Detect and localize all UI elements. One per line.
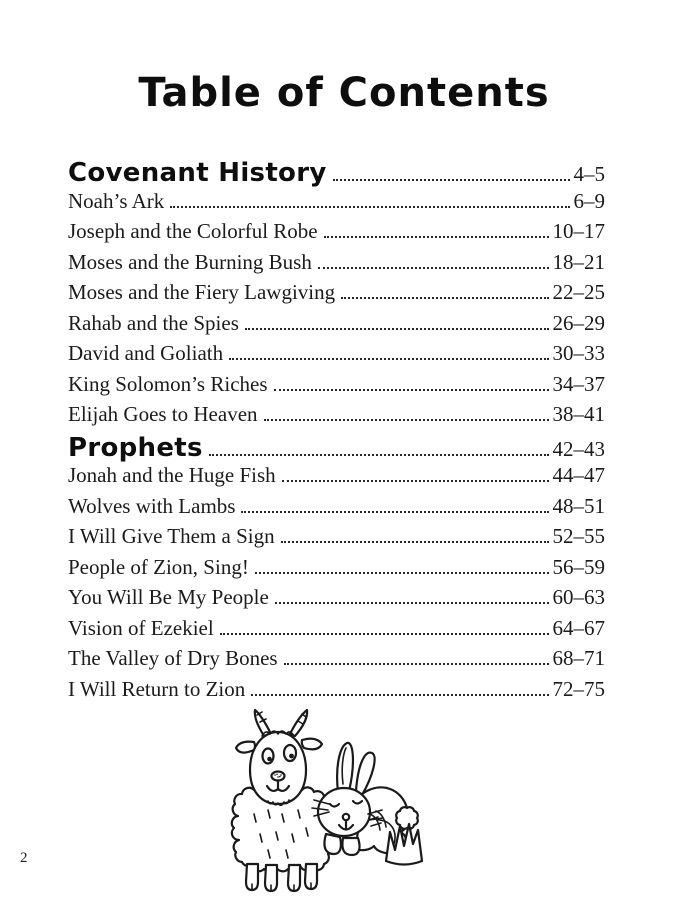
toc-entry-label: Joseph and the Colorful Robe	[68, 219, 318, 243]
toc-entry-pages: 42–43	[552, 436, 605, 461]
dot-leader	[245, 328, 549, 330]
dot-leader	[229, 358, 548, 360]
dot-leader	[275, 602, 549, 604]
toc-entry	[68, 311, 605, 342]
toc-entry	[68, 189, 605, 220]
toc-entry	[68, 433, 605, 464]
toc-entry-label: Wolves with Lambs	[68, 493, 236, 518]
toc-entry-pages: 72–75	[552, 676, 605, 701]
toc-entry-pages: 44–47	[552, 463, 605, 487]
page-number: 2	[20, 850, 28, 866]
dot-leader	[341, 297, 548, 299]
toc-entry	[68, 250, 605, 281]
toc-entry-label: Moses and the Burning Bush	[68, 249, 312, 274]
toc-entry-label: David and Goliath	[68, 341, 224, 365]
toc-entry-label: Covenant History	[68, 158, 327, 188]
toc-entry-label: Jonah and the Huge Fish	[68, 463, 276, 487]
toc-entry	[68, 219, 605, 250]
toc-entry	[68, 372, 605, 403]
toc-entry-pages: 10–17	[552, 219, 605, 243]
toc-entry-pages: 18–21	[552, 249, 605, 274]
toc-entry	[68, 555, 605, 586]
dot-leader	[333, 179, 570, 181]
dot-leader	[318, 267, 549, 269]
dot-leader	[324, 236, 549, 238]
toc-entry-pages: 34–37	[552, 371, 605, 396]
toc-entry-pages: 48–51	[552, 493, 605, 518]
toc-entry	[68, 158, 605, 189]
dot-leader	[282, 480, 549, 482]
toc-entry-label: You Will Be My People	[68, 585, 269, 609]
toc-entry-label: Noah’s Ark	[68, 188, 165, 213]
goat-and-rabbit-illustration	[210, 698, 462, 898]
toc-entry-label: Rahab and the Spies	[68, 310, 239, 335]
dot-leader	[251, 694, 548, 696]
toc-entry-pages: 68–71	[552, 646, 605, 670]
toc-entry	[68, 616, 605, 647]
toc-entry-pages: 22–25	[552, 280, 605, 304]
toc-entry-label: I Will Give Them a Sign	[68, 524, 275, 548]
toc-entry-label: Elijah Goes to Heaven	[68, 402, 258, 426]
toc-entry-pages: 56–59	[552, 554, 605, 579]
toc-entry-label: Moses and the Fiery Lawgiving	[68, 280, 336, 304]
toc-entry	[68, 524, 605, 555]
toc-entry	[68, 463, 605, 494]
toc-entry	[68, 646, 605, 677]
dot-leader	[255, 572, 549, 574]
toc-entry-label: The Valley of Dry Bones	[68, 646, 278, 670]
dot-leader	[170, 206, 569, 208]
dot-leader	[220, 633, 549, 635]
toc-entry-label: King Solomon’s Riches	[68, 371, 268, 396]
toc-entry-pages: 30–33	[552, 341, 605, 365]
toc-entry	[68, 280, 605, 311]
toc-entry-label: Prophets	[68, 432, 203, 463]
toc-entry-pages: 4–5	[573, 162, 605, 186]
dot-leader	[274, 389, 549, 391]
table-of-contents	[68, 158, 605, 707]
toc-entry	[68, 402, 605, 433]
page-title: Table of Contents	[138, 70, 550, 116]
toc-entry-pages: 38–41	[552, 402, 605, 426]
dot-leader	[284, 663, 549, 665]
dot-leader	[209, 454, 549, 456]
dot-leader	[281, 541, 549, 543]
toc-entry	[68, 341, 605, 372]
toc-entry-pages: 26–29	[552, 310, 605, 335]
toc-entry	[68, 494, 605, 525]
dot-leader	[264, 419, 549, 421]
toc-entry-pages: 52–55	[552, 524, 605, 548]
toc-entry-label: People of Zion, Sing!	[68, 554, 249, 579]
dot-leader	[241, 511, 548, 513]
toc-entry-pages: 60–63	[552, 585, 605, 609]
toc-entry	[68, 585, 605, 616]
toc-entry-pages: 64–67	[552, 615, 605, 640]
toc-entry-label: Vision of Ezekiel	[68, 615, 214, 640]
toc-entry-pages: 6–9	[573, 188, 605, 213]
toc-entry-label: I Will Return to Zion	[68, 676, 246, 701]
